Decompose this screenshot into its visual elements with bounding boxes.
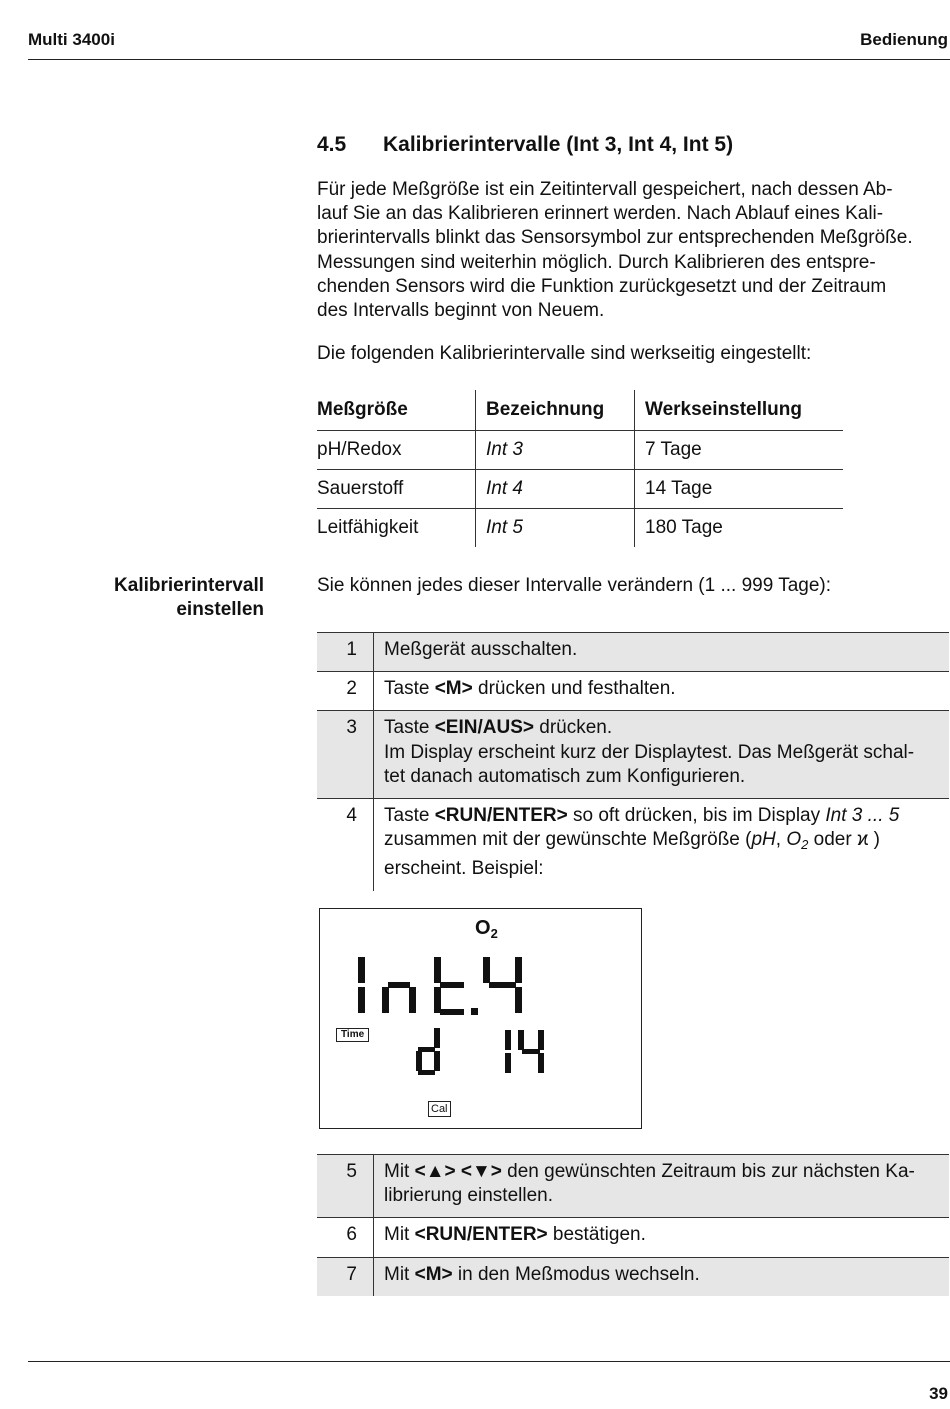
lcd-segments [320, 909, 641, 1128]
step-row [317, 1218, 949, 1257]
table-cell: 14 Tage [635, 470, 844, 509]
table-intro: Die folgenden Kalibrierintervalle sind werkseitig eingestellt: [317, 343, 812, 364]
header-cell: Bezeichnung [476, 390, 635, 431]
table-cell: 180 Tage [635, 509, 844, 548]
intro-line: Messungen sind weiterhin möglich. Durch Kalibrieren des entspre- [317, 251, 876, 273]
table-cell: Leitfähigkeit [317, 509, 476, 548]
side-heading [60, 574, 264, 622]
step-row [317, 672, 949, 711]
conductivity-symbol-icon: ϰ [856, 829, 869, 851]
key-label: <EIN/AUS> [434, 717, 534, 739]
table-cell: Sauerstoff [317, 470, 476, 509]
table-row [317, 470, 843, 509]
section-title: Kalibrierintervalle (Int 3, Int 4, Int 5) [383, 133, 734, 156]
table-row [317, 509, 843, 548]
key-label: <▲> [414, 1161, 456, 1182]
step-row [317, 1155, 949, 1218]
step-text: Mit <RUN/ENTER> bestätigen. [374, 1218, 950, 1257]
cal-indicator: Cal [428, 1101, 451, 1117]
step-number: 7 [317, 1257, 374, 1296]
section-heading [317, 133, 733, 157]
side-heading-line: einstellen [176, 599, 264, 621]
key-label: <RUN/ENTER> [414, 1224, 548, 1246]
table-cell: Int 5 [476, 509, 635, 548]
steps-table-1 [317, 632, 949, 891]
intro-line: brierintervalls blinkt das Sensorsymbol zur entsprechenden Meßgröße. [317, 227, 913, 249]
step-number: 6 [317, 1218, 374, 1257]
step-row [317, 711, 949, 799]
table-header-row [317, 390, 843, 431]
step-text: Taste <M> drücken und festhalten. [374, 672, 950, 711]
step-text: Mit <▲> <▼> den gewünschten Zeitraum bis zur nächsten Ka- librierung einstellen. [374, 1155, 950, 1218]
lcd-display-example [319, 908, 642, 1129]
step-number: 5 [317, 1155, 374, 1218]
key-label: <RUN/ENTER> [434, 805, 568, 827]
intro-line: lauf Sie an das Kalibrieren erinnert werden. Nach Ablauf eines Kali- [317, 203, 884, 225]
page-number: 39 [929, 1384, 948, 1403]
step-number: 3 [317, 711, 374, 799]
key-label: <▼> [460, 1161, 502, 1182]
step-row [317, 633, 949, 672]
step-number: 2 [317, 672, 374, 711]
step-row [317, 799, 949, 891]
table-cell: 7 Tage [635, 431, 844, 470]
step-number: 1 [317, 633, 374, 672]
o2-indicator: $O_2$ [475, 917, 498, 941]
header-chapter-name: Bedienung [860, 30, 948, 49]
step-number: 4 [317, 799, 374, 891]
header-product-name: Multi 3400i [28, 30, 115, 49]
header-rule [28, 59, 950, 60]
footer-rule [28, 1361, 950, 1362]
intro-line: chenden Sensors wird die Funktion zurückgesetzt und der Zeitraum [317, 275, 887, 297]
key-label: <M> [434, 678, 473, 700]
section-number: 4.5 [317, 133, 347, 156]
table-cell: Int 4 [476, 470, 635, 509]
step-text: Mit <M> in den Meßmodus wechseln. [374, 1257, 950, 1296]
lcd-main-text-int4 [358, 957, 522, 1015]
table-cell: Int 3 [476, 431, 635, 470]
steps-table-2 [317, 1154, 949, 1296]
step-row [317, 1257, 949, 1296]
time-indicator: Time [336, 1028, 369, 1042]
header-cell: Meßgröße [317, 399, 408, 420]
table-row [317, 431, 843, 470]
step-text: Taste <EIN/AUS> drücken. Im Display erscheint kurz der Displaytest. Das Meßgerät schal- tet danach automatisch zum Konfigurieren. [374, 711, 950, 799]
step-text: Taste <RUN/ENTER> so oft drücken, bis im Display Int 3 ... 5 zusammen mit der gewünschte Meßgröße (pH, $O_2$ oder ϰ ) erscheint. Beispiel: [374, 799, 950, 891]
table-cell: pH/Redox [317, 431, 476, 470]
step-text: Meßgerät ausschalten. [374, 633, 950, 672]
intro-line: Für jede Meßgröße ist ein Zeitintervall gespeichert, nach dessen Ab- [317, 179, 893, 200]
side-heading-line: Kalibrierintervall [114, 575, 264, 596]
lcd-second-text-d14 [416, 1028, 544, 1075]
header-cell: Werkseinstellung [635, 390, 844, 431]
factory-settings-table [317, 390, 843, 547]
intro-line: des Intervalls beginnt von Neuem. [317, 300, 605, 322]
intro-paragraph [317, 178, 949, 323]
key-label: <M> [414, 1263, 453, 1285]
steps-intro: Sie können jedes dieser Intervalle verändern (1 ... 999 Tage): [317, 575, 832, 596]
